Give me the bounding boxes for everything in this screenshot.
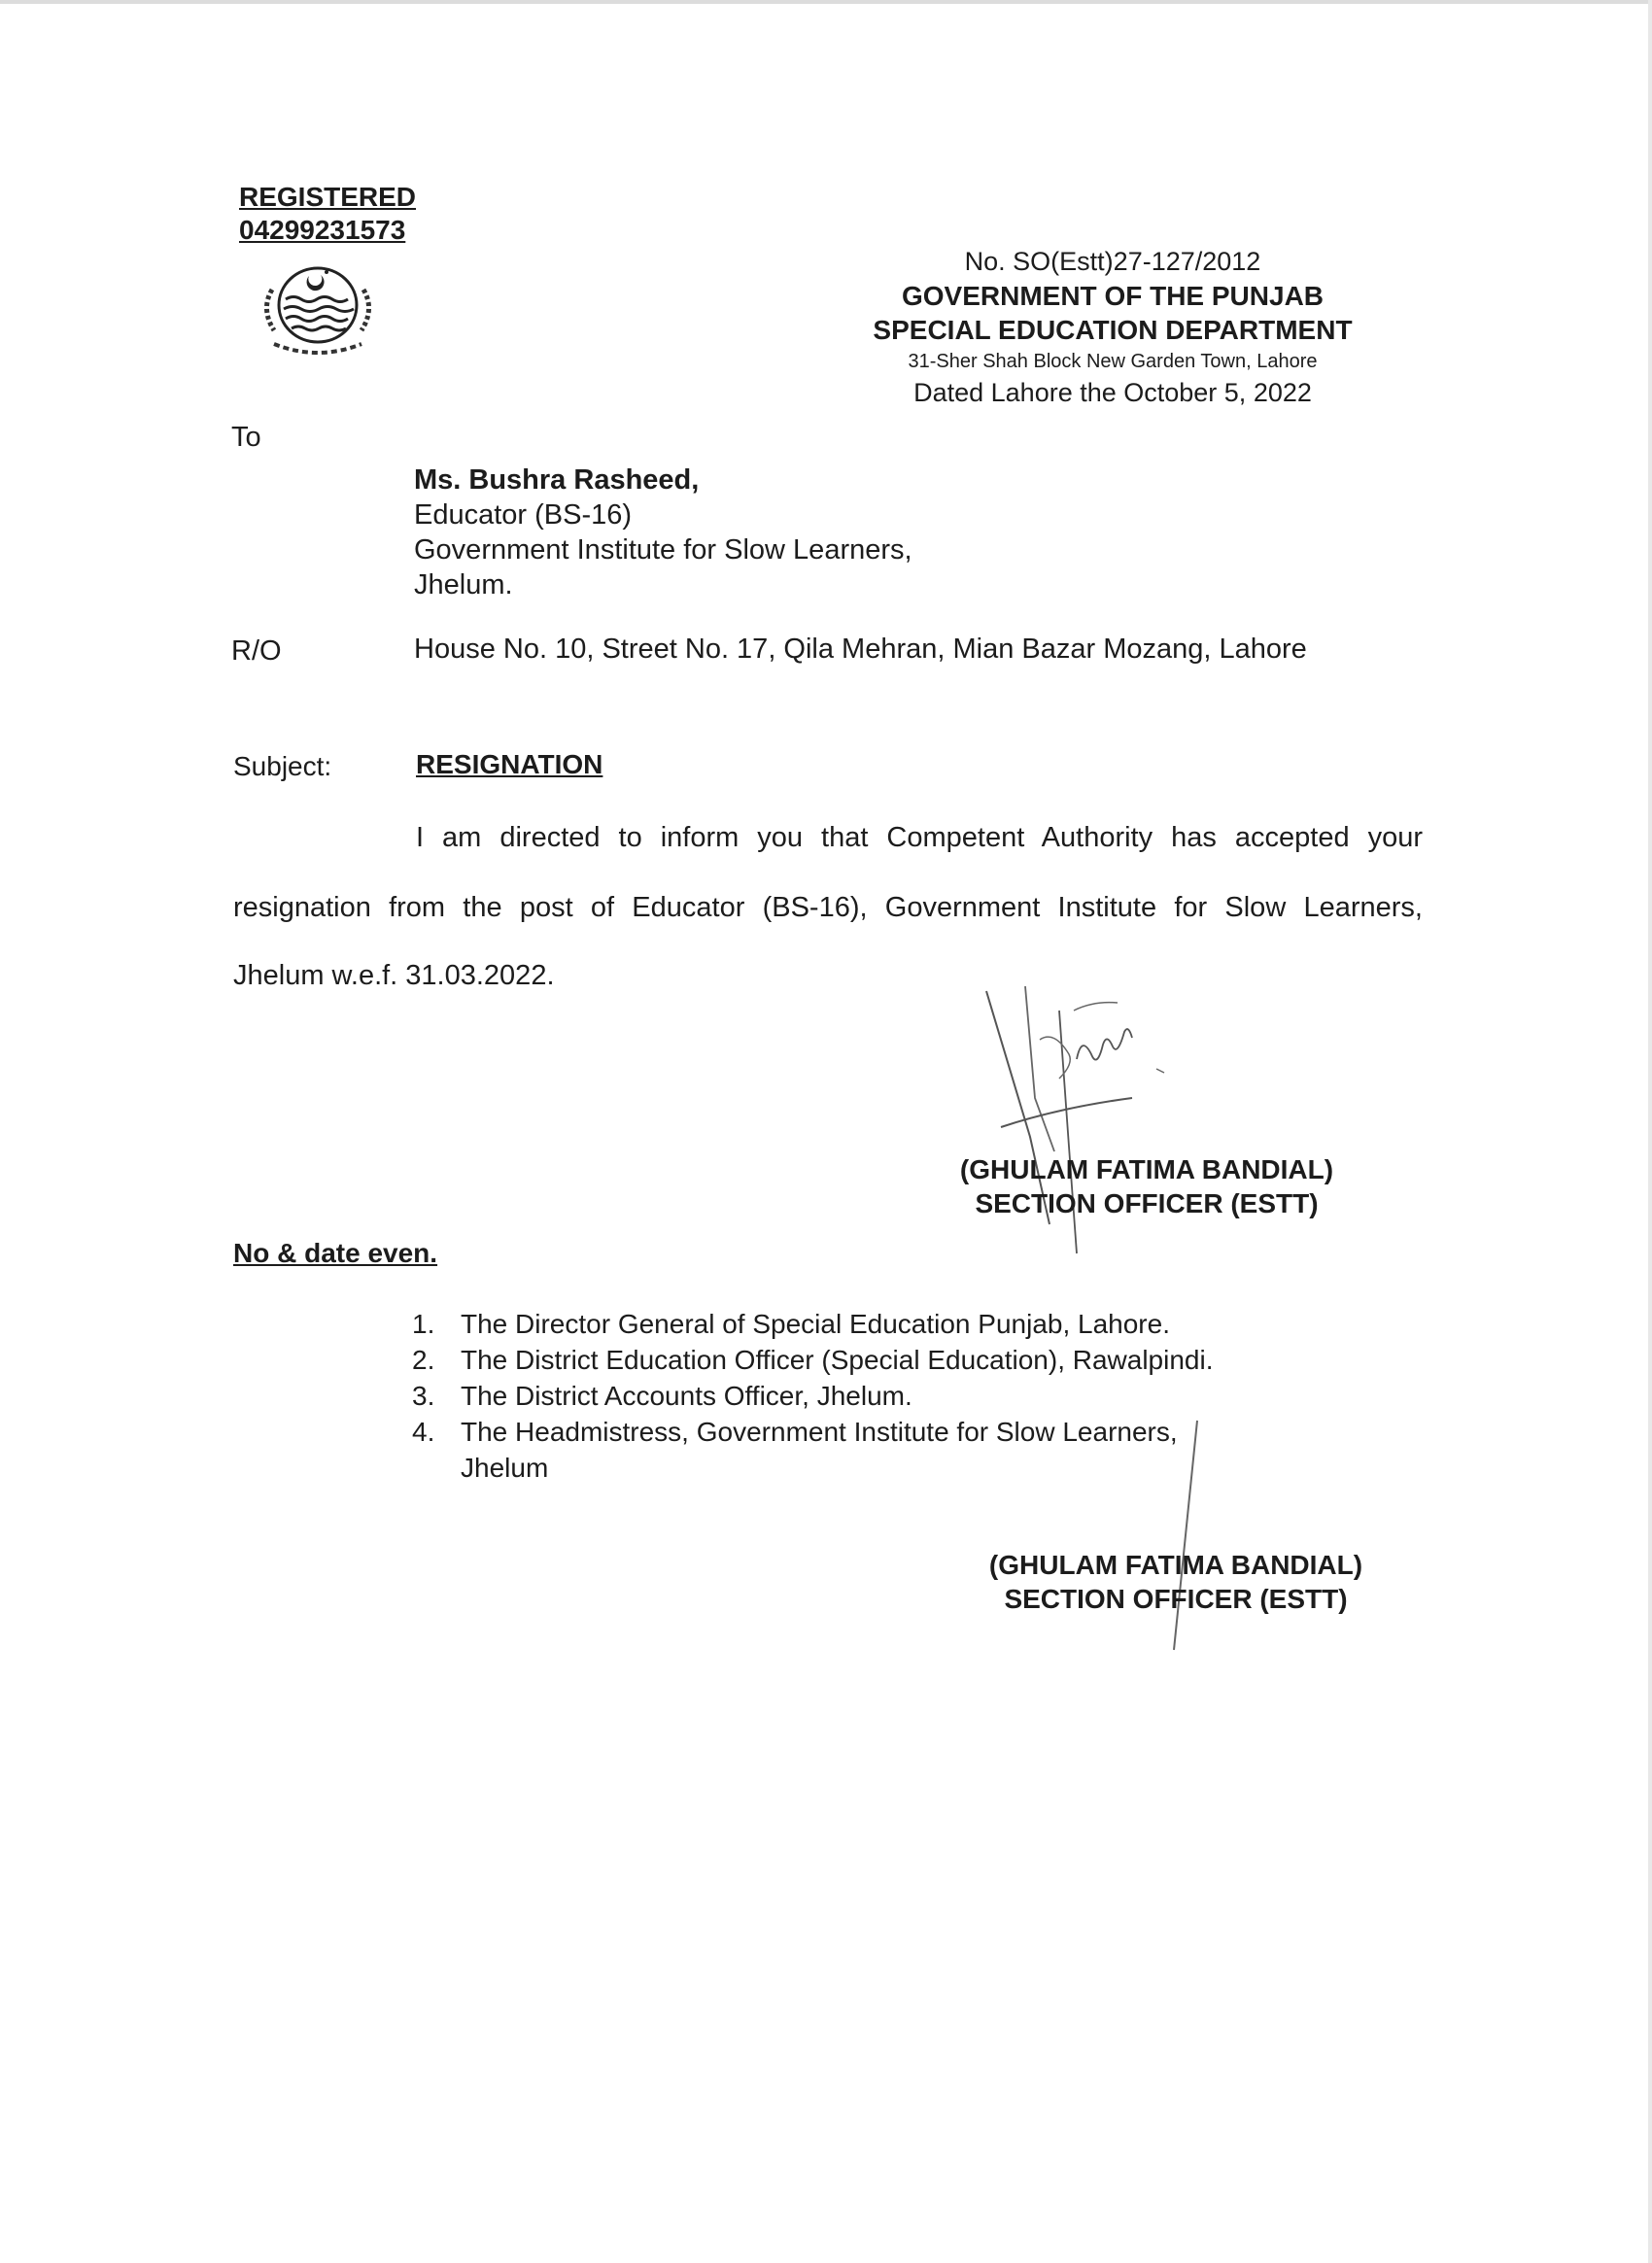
scan-edge xyxy=(0,0,1652,4)
signatory-block xyxy=(928,1152,1365,1220)
item-text: The Headmistress, Government Institute for Slow Learners, xyxy=(461,1417,1178,1447)
body-line-1: I am directed to inform you that Competent Authority has accepted your xyxy=(416,822,1423,853)
item-number: 1. xyxy=(412,1309,435,1339)
copy-heading: No & date even. xyxy=(233,1238,438,1268)
subject-label: Subject: xyxy=(233,751,332,781)
recipient-name: Ms. Bushra Rasheed, xyxy=(414,464,700,496)
signatory-block-copy xyxy=(957,1548,1394,1616)
recipient-institution: Government Institute for Slow Learners, xyxy=(414,534,912,566)
letter-date: Dated Lahore the October 5, 2022 xyxy=(913,378,1312,407)
item-number: 2. xyxy=(412,1345,435,1375)
distribution-item xyxy=(412,1342,1214,1378)
pen-stroke-icon xyxy=(1166,1419,1205,1652)
distribution-item xyxy=(412,1306,1214,1342)
department-name: SPECIAL EDUCATION DEPARTMENT xyxy=(873,315,1353,345)
residence-label: R/O xyxy=(231,635,282,667)
department-address: 31-Sher Shah Block New Garden Town, Lahore xyxy=(908,351,1318,372)
item-text-continued: Jhelum xyxy=(461,1453,549,1483)
item-text: The Director General of Special Education Punjab, Lahore. xyxy=(461,1309,1170,1339)
item-text: The District Accounts Officer, Jhelum. xyxy=(461,1381,912,1411)
punjab-emblem-icon xyxy=(245,255,391,361)
scan-edge xyxy=(1648,0,1652,2263)
signatory-title-copy: SECTION OFFICER (ESTT) xyxy=(1004,1584,1348,1614)
distribution-item xyxy=(412,1414,1214,1486)
registered-label: REGISTERED xyxy=(239,182,417,212)
letter-header xyxy=(836,245,1390,410)
to-label: To xyxy=(231,422,261,453)
signatory-name: (GHULAM FATIMA BANDIAL) xyxy=(959,1154,1334,1184)
recipient-city: Jhelum. xyxy=(414,569,513,600)
registered-block xyxy=(239,181,416,247)
recipient-designation: Educator (BS-16) xyxy=(414,499,633,531)
signatory-name-copy: (GHULAM FATIMA BANDIAL) xyxy=(988,1550,1363,1580)
residence-address: House No. 10, Street No. 17, Qila Mehran, Mian Bazar Mozang, Lahore xyxy=(414,634,1307,665)
handwritten-signature-icon xyxy=(962,981,1215,1263)
body-line-3: Jhelum w.e.f. 31.03.2022. xyxy=(233,960,555,991)
item-number: 3. xyxy=(412,1381,435,1411)
signatory-title: SECTION OFFICER (ESTT) xyxy=(975,1188,1319,1218)
subject-text: RESIGNATION xyxy=(416,749,603,779)
registered-number: 04299231573 xyxy=(239,215,406,245)
letter-number: No. SO(Estt)27-127/2012 xyxy=(964,247,1261,276)
distribution-item xyxy=(412,1378,1214,1414)
distribution-list xyxy=(412,1306,1214,1486)
item-text: The District Education Officer (Special Education), Rawalpindi. xyxy=(461,1345,1214,1375)
government-name: GOVERNMENT OF THE PUNJAB xyxy=(901,281,1325,311)
recipient-block xyxy=(414,463,912,602)
item-number: 4. xyxy=(412,1417,435,1447)
body-line-2: resignation from the post of Educator (BS-16), Government Institute for Slow Learners, xyxy=(233,892,1423,923)
